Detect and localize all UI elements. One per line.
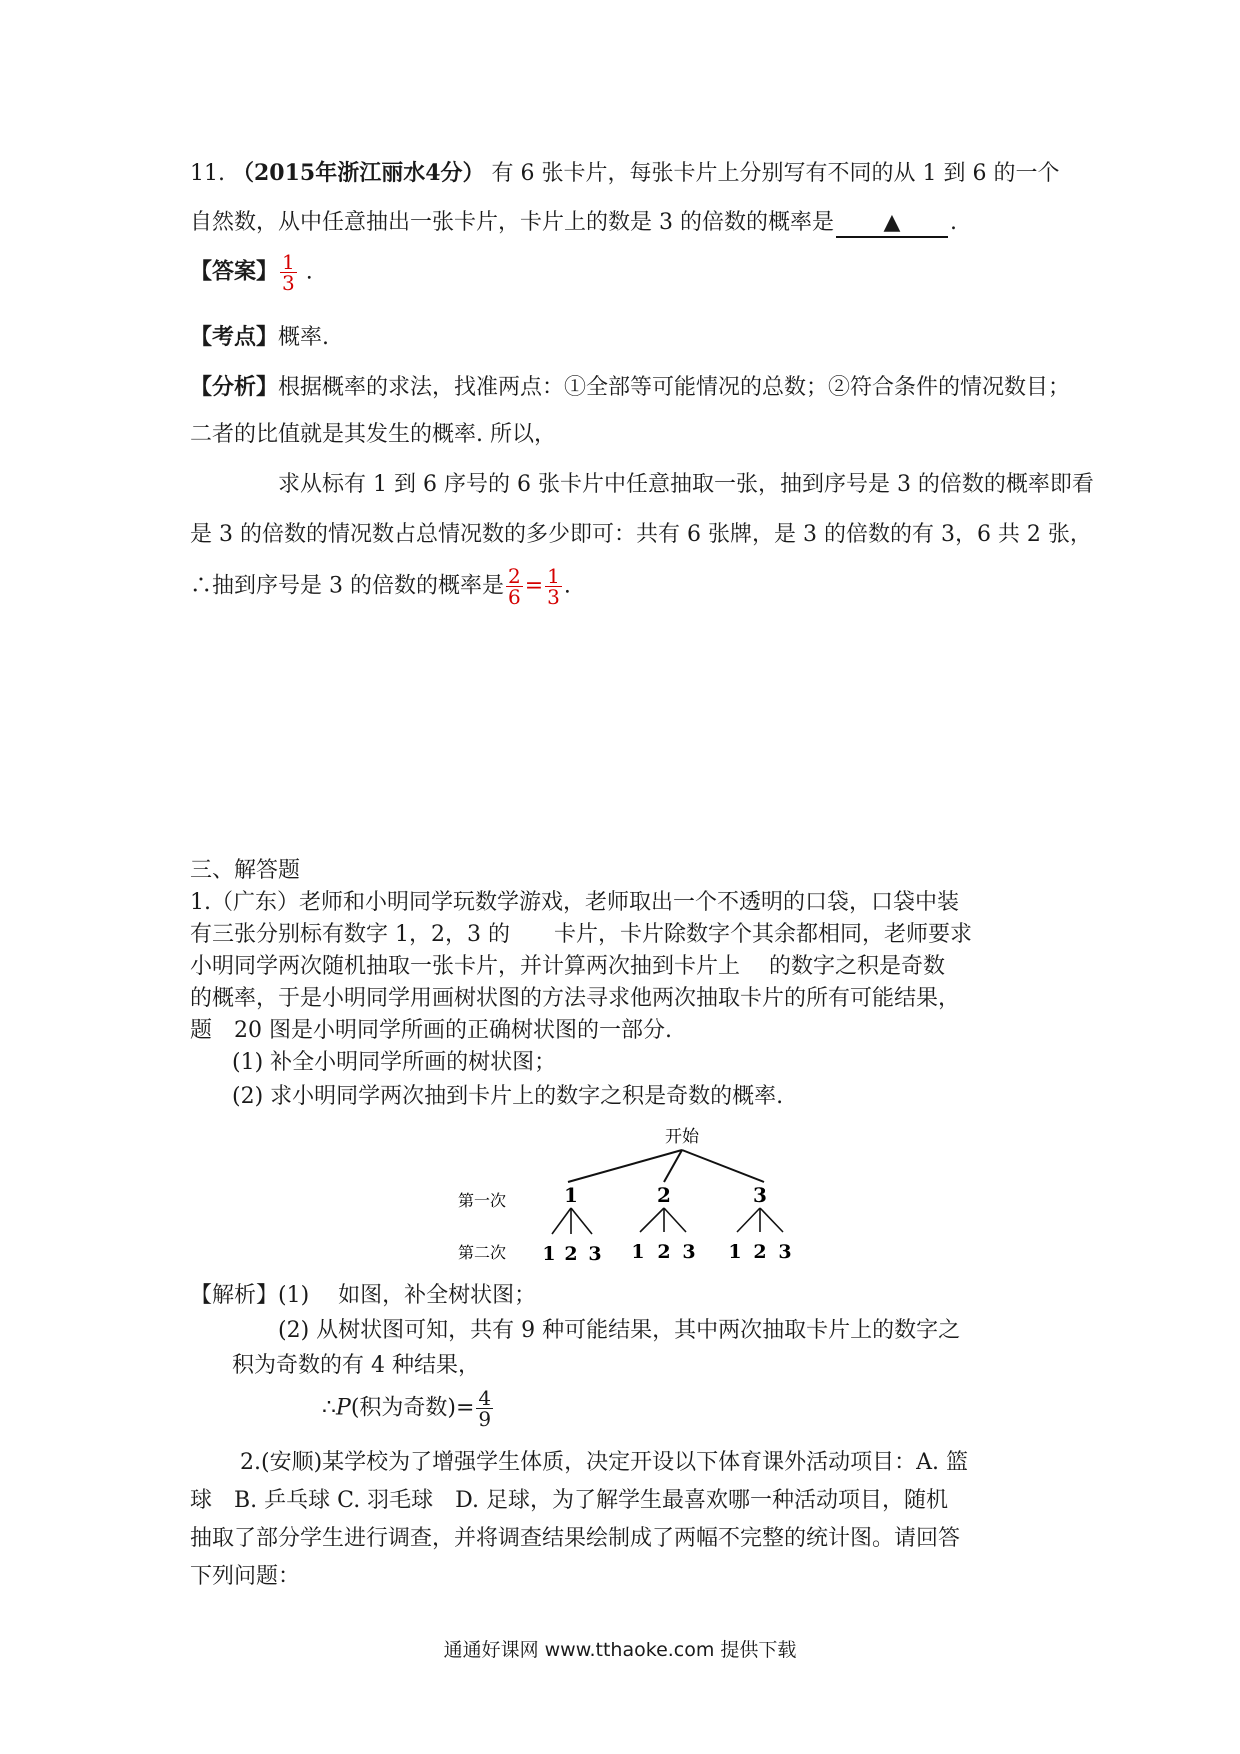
answer-denominator: 3 <box>282 271 295 295</box>
problem2-line1: 2.(安顺)某学校为了增强学生体质，决定开设以下体育课外活动项目：A. 篮 <box>240 1450 969 1475</box>
q11-source: （2015年浙江丽水4分） <box>232 160 485 186</box>
kaodian-text: 概率. <box>278 325 330 350</box>
fenxi-text1: 根据概率的求法，找准两点：①全部等可能情况的总数；②符合条件的情况数目； <box>278 375 1071 400</box>
probability-symbol: P <box>336 1395 351 1421</box>
fraction-1-3-denominator: 3 <box>547 585 560 609</box>
branch-2-1 <box>640 1208 664 1232</box>
q11-solution-line1: 求从标有 1 到 6 序号的 6 张卡片中任意抽取一张，抽到序号是 3 的倍数的概率即看 <box>278 472 1094 497</box>
tree-root: 开始 <box>665 1127 699 1147</box>
fraction-4-9-denominator: 9 <box>478 1407 492 1431</box>
problem2-line4: 下列问题： <box>190 1564 301 1589</box>
branch-3-3 <box>760 1208 783 1232</box>
solution-period: . <box>563 573 571 599</box>
analysis-line1 <box>190 1283 536 1309</box>
first-draw-1: 1 <box>564 1183 578 1207</box>
jiexi-part1: (1) 如图，补全树状图； <box>278 1283 537 1308</box>
problem2-line3: 抽取了部分学生进行调查，并将调查结果绘制成了两幅不完整的统计图。请回答 <box>190 1526 961 1551</box>
branch-1-3 <box>571 1208 592 1234</box>
branch-root-1 <box>568 1150 682 1182</box>
section-heading: 三、解答题 <box>190 858 301 883</box>
fenxi-label: 【分析】 <box>190 374 279 400</box>
problem1-line5: 题 20 图是小明同学所画的正确树状图的一部分. <box>190 1018 672 1043</box>
therefore-symbol: ∴ <box>322 1395 336 1421</box>
answer-fraction <box>280 252 297 293</box>
problem1-line1: 1.（广东）老师和小明同学玩数学游戏，老师取出一个不透明的口袋，口袋中装 <box>190 890 959 915</box>
problem1-question2: (2) 求小明同学两次抽到卡片上的数字之积是奇数的概率. <box>232 1084 784 1109</box>
q11-fenxi-line2: 二者的比值就是其发生的概率. 所以， <box>190 422 556 447</box>
second-draw-1-1: 1 <box>542 1243 556 1265</box>
second-draw-2-1: 1 <box>631 1241 645 1263</box>
equals-sign: = <box>524 573 544 599</box>
problem1-question1: (1) 补全小明同学所画的树状图； <box>232 1050 557 1075</box>
q11-answer <box>190 252 313 293</box>
q11-line1 <box>190 160 1060 187</box>
q11-text1: 有 6 张卡片，每张卡片上分别写有不同的从 1 到 6 的一个 <box>491 161 1060 186</box>
problem1-line2: 有三张分别标有数字 1，2，3 的 卡片，卡片除数字个其余都相同，老师要求 <box>190 922 972 947</box>
second-draw-3-3: 3 <box>778 1241 792 1263</box>
tree-diagram <box>440 1120 840 1272</box>
fraction-2-6-numerator: 2 <box>507 564 521 588</box>
problem1-line4: 的概率，于是小明同学用画树状图的方法寻求他两次抽取卡片的所有可能结果， <box>190 986 961 1011</box>
triangle-icon: ▲ <box>883 210 901 235</box>
q11-text2: 自然数，从中任意抽出一张卡片，卡片上的数是 3 的倍数的概率是 <box>190 210 834 235</box>
probability-event: (积为奇数)= <box>350 1395 475 1421</box>
analysis-line2: (2) 从树状图可知，共有 9 种可能结果，其中两次抽取卡片上的数字之 <box>278 1318 961 1343</box>
second-draw-2-2: 2 <box>657 1241 671 1263</box>
kaodian-label: 【考点】 <box>190 324 279 350</box>
q11-line2 <box>190 210 957 238</box>
q11-solution-line2: 是 3 的倍数的情况数占总情况数的多少即可：共有 6 张牌，是 3 的倍数的有 3，6 共 2 张， <box>190 522 1092 547</box>
branch-root-3 <box>682 1150 764 1182</box>
fraction-2-6-denominator: 6 <box>507 585 521 609</box>
jiexi-label: 【解析】 <box>190 1283 279 1308</box>
branch-1-1 <box>552 1208 571 1234</box>
q11-fenxi-line1 <box>190 374 1070 401</box>
second-draw-1-2: 2 <box>564 1243 578 1265</box>
fraction-1-3 <box>545 566 562 607</box>
fraction-4-9-numerator: 4 <box>478 1386 492 1410</box>
problem1-line3: 小明同学两次随机抽取一张卡片，并计算两次抽到卡片上 的数字之积是奇数 <box>190 954 945 979</box>
first-draw-2: 2 <box>657 1183 671 1207</box>
q11-solution-line3 <box>190 566 571 607</box>
q11-number: 11. <box>190 161 225 186</box>
second-draw-3-2: 2 <box>753 1241 767 1263</box>
row2-label: 第二次 <box>458 1243 507 1262</box>
answer-period: . <box>305 259 313 285</box>
fraction-4-9 <box>476 1388 493 1429</box>
q11-period: . <box>950 210 957 235</box>
analysis-probability <box>322 1388 495 1429</box>
second-draw-1-3: 3 <box>588 1243 602 1265</box>
second-draw-3-1: 1 <box>728 1241 742 1263</box>
branch-3-1 <box>737 1208 760 1232</box>
q11-kaodian <box>190 324 329 351</box>
branch-2-3 <box>664 1208 686 1232</box>
answer-numerator: 1 <box>282 250 295 274</box>
analysis-line3: 积为奇数的有 4 种结果， <box>232 1353 480 1378</box>
answer-blank <box>836 210 948 238</box>
row1-label: 第一次 <box>458 1191 507 1210</box>
first-draw-3: 3 <box>753 1183 767 1207</box>
page-footer: 通通好课网 www.tthaoke.com 提供下载 <box>443 1639 797 1661</box>
fraction-2-6 <box>506 566 523 607</box>
solution-line3-text: ∴抽到序号是 3 的倍数的概率是 <box>190 573 504 599</box>
problem2-line2: 球 B. 乒乓球 C. 羽毛球 D. 足球，为了解学生最喜欢哪一种活动项目，随机 <box>190 1488 949 1513</box>
second-draw-2-3: 3 <box>682 1241 696 1263</box>
answer-label: 【答案】 <box>190 258 279 285</box>
fraction-1-3-numerator: 1 <box>547 564 560 588</box>
